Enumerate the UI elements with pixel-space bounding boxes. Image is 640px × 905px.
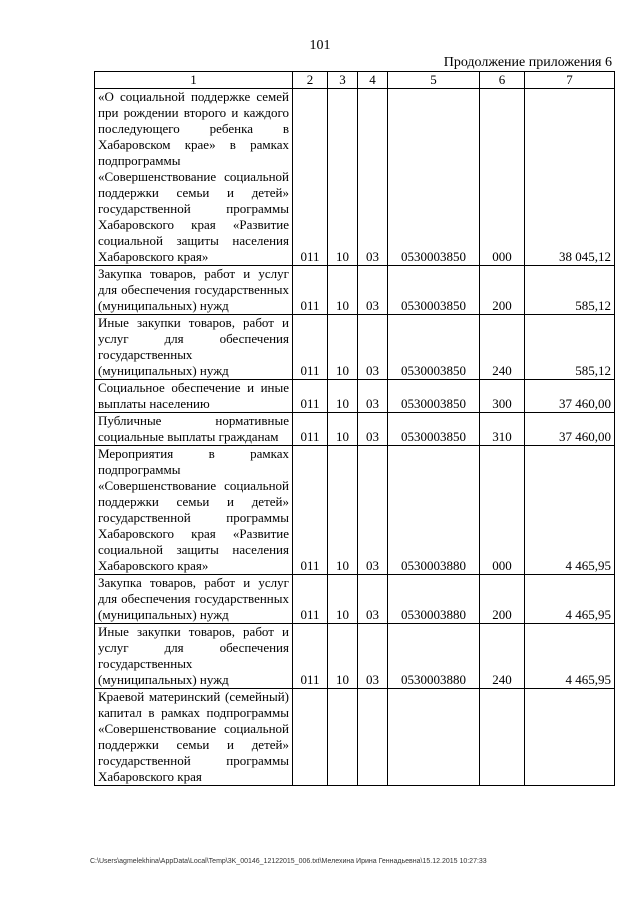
table-row (95, 380, 615, 413)
row-section (328, 689, 358, 786)
row-amount: 37 460,00 (525, 413, 615, 446)
row-expense-type (480, 689, 525, 786)
row-description: Иные закупки товаров, работ и услуг для обеспечения государственных (муниципальных) нужд (95, 315, 293, 380)
row-target-article: 0530003850 (388, 380, 480, 413)
row-section: 10 (328, 380, 358, 413)
budget-table (94, 71, 615, 786)
row-target-article: 0530003850 (388, 315, 480, 380)
row-description: Мероприятия в рамках подпрограммы «Совершенствование социальной поддержки семьи и детей» государственной программы Хабаровского края «Развитие социальной защиты населения Хабаровского края» (95, 446, 293, 575)
row-ministry-code: 011 (293, 413, 328, 446)
row-description: Иные закупки товаров, работ и услуг для обеспечения государственных (муниципальных) нужд (95, 624, 293, 689)
row-amount (525, 689, 615, 786)
row-description: Закупка товаров, работ и услуг для обеспечения государственных (муниципальных) нужд (95, 266, 293, 315)
row-section: 10 (328, 575, 358, 624)
row-amount: 4 465,95 (525, 446, 615, 575)
row-amount: 4 465,95 (525, 624, 615, 689)
table-row (95, 689, 615, 786)
row-section: 10 (328, 266, 358, 315)
row-section: 10 (328, 413, 358, 446)
row-subsection: 03 (358, 624, 388, 689)
row-section: 10 (328, 446, 358, 575)
header-col-6: 6 (480, 72, 525, 89)
row-target-article: 0530003850 (388, 89, 480, 266)
row-amount: 37 460,00 (525, 380, 615, 413)
row-amount: 585,12 (525, 315, 615, 380)
row-section: 10 (328, 315, 358, 380)
row-expense-type: 200 (480, 266, 525, 315)
row-target-article: 0530003880 (388, 624, 480, 689)
row-ministry-code: 011 (293, 624, 328, 689)
header-row (95, 72, 615, 89)
header-col-1: 1 (95, 72, 293, 89)
row-target-article: 0530003850 (388, 266, 480, 315)
header-col-3: 3 (328, 72, 358, 89)
row-section: 10 (328, 89, 358, 266)
page-number: 101 (309, 38, 331, 53)
row-description: Закупка товаров, работ и услуг для обеспечения государственных (муниципальных) нужд (95, 575, 293, 624)
row-target-article: 0530003880 (388, 446, 480, 575)
row-expense-type: 000 (480, 89, 525, 266)
row-amount: 38 045,12 (525, 89, 615, 266)
row-target-article (388, 689, 480, 786)
row-description: Социальное обеспечение и иные выплаты населению (95, 380, 293, 413)
row-description: «О социальной поддержке семей при рождении второго и каждого последующего ребенка в Хабаровском крае» в рамках подпрограммы «Совершенствование социальной поддержки семьи и детей» государственной программы Хабаровского края «Развитие социальной защиты населения Хабаровского края» (95, 89, 293, 266)
row-expense-type: 240 (480, 624, 525, 689)
table-row (95, 413, 615, 446)
table-row (95, 575, 615, 624)
header-col-5: 5 (388, 72, 480, 89)
row-subsection: 03 (358, 575, 388, 624)
table-row (95, 266, 615, 315)
row-description: Публичные нормативные социальные выплаты гражданам (95, 413, 293, 446)
row-ministry-code: 011 (293, 89, 328, 266)
row-expense-type: 300 (480, 380, 525, 413)
row-target-article: 0530003880 (388, 575, 480, 624)
row-ministry-code (293, 689, 328, 786)
row-ministry-code: 011 (293, 266, 328, 315)
row-ministry-code: 011 (293, 380, 328, 413)
row-subsection: 03 (358, 380, 388, 413)
row-subsection: 03 (358, 446, 388, 575)
row-amount: 4 465,95 (525, 575, 615, 624)
row-expense-type: 310 (480, 413, 525, 446)
row-subsection: 03 (358, 266, 388, 315)
table-row (95, 624, 615, 689)
row-description: Краевой материнский (семейный) капитал в рамках подпрограммы «Совершенствование социальной поддержки семьи и детей» государственной программы Хабаровского края (95, 689, 293, 786)
row-ministry-code: 011 (293, 446, 328, 575)
table-row (95, 89, 615, 266)
row-subsection: 03 (358, 89, 388, 266)
file-path-footer: C:\Users\agmelekhina\AppData\Local\Temp\3K_00146_12122015_006.txt\Мелехина Ирина Геннадьевна\15.12.2015 10:27:33 (90, 858, 487, 865)
row-subsection (358, 689, 388, 786)
table-row (95, 315, 615, 380)
row-ministry-code: 011 (293, 575, 328, 624)
table-row (95, 446, 615, 575)
row-expense-type: 200 (480, 575, 525, 624)
row-ministry-code: 011 (293, 315, 328, 380)
continuation-label: Продолжение приложения 6 (443, 55, 612, 70)
row-subsection: 03 (358, 315, 388, 380)
row-section: 10 (328, 624, 358, 689)
row-amount: 585,12 (525, 266, 615, 315)
row-expense-type: 240 (480, 315, 525, 380)
header-col-7: 7 (525, 72, 615, 89)
row-subsection: 03 (358, 413, 388, 446)
header-col-4: 4 (358, 72, 388, 89)
row-target-article: 0530003850 (388, 413, 480, 446)
header-col-2: 2 (293, 72, 328, 89)
row-expense-type: 000 (480, 446, 525, 575)
